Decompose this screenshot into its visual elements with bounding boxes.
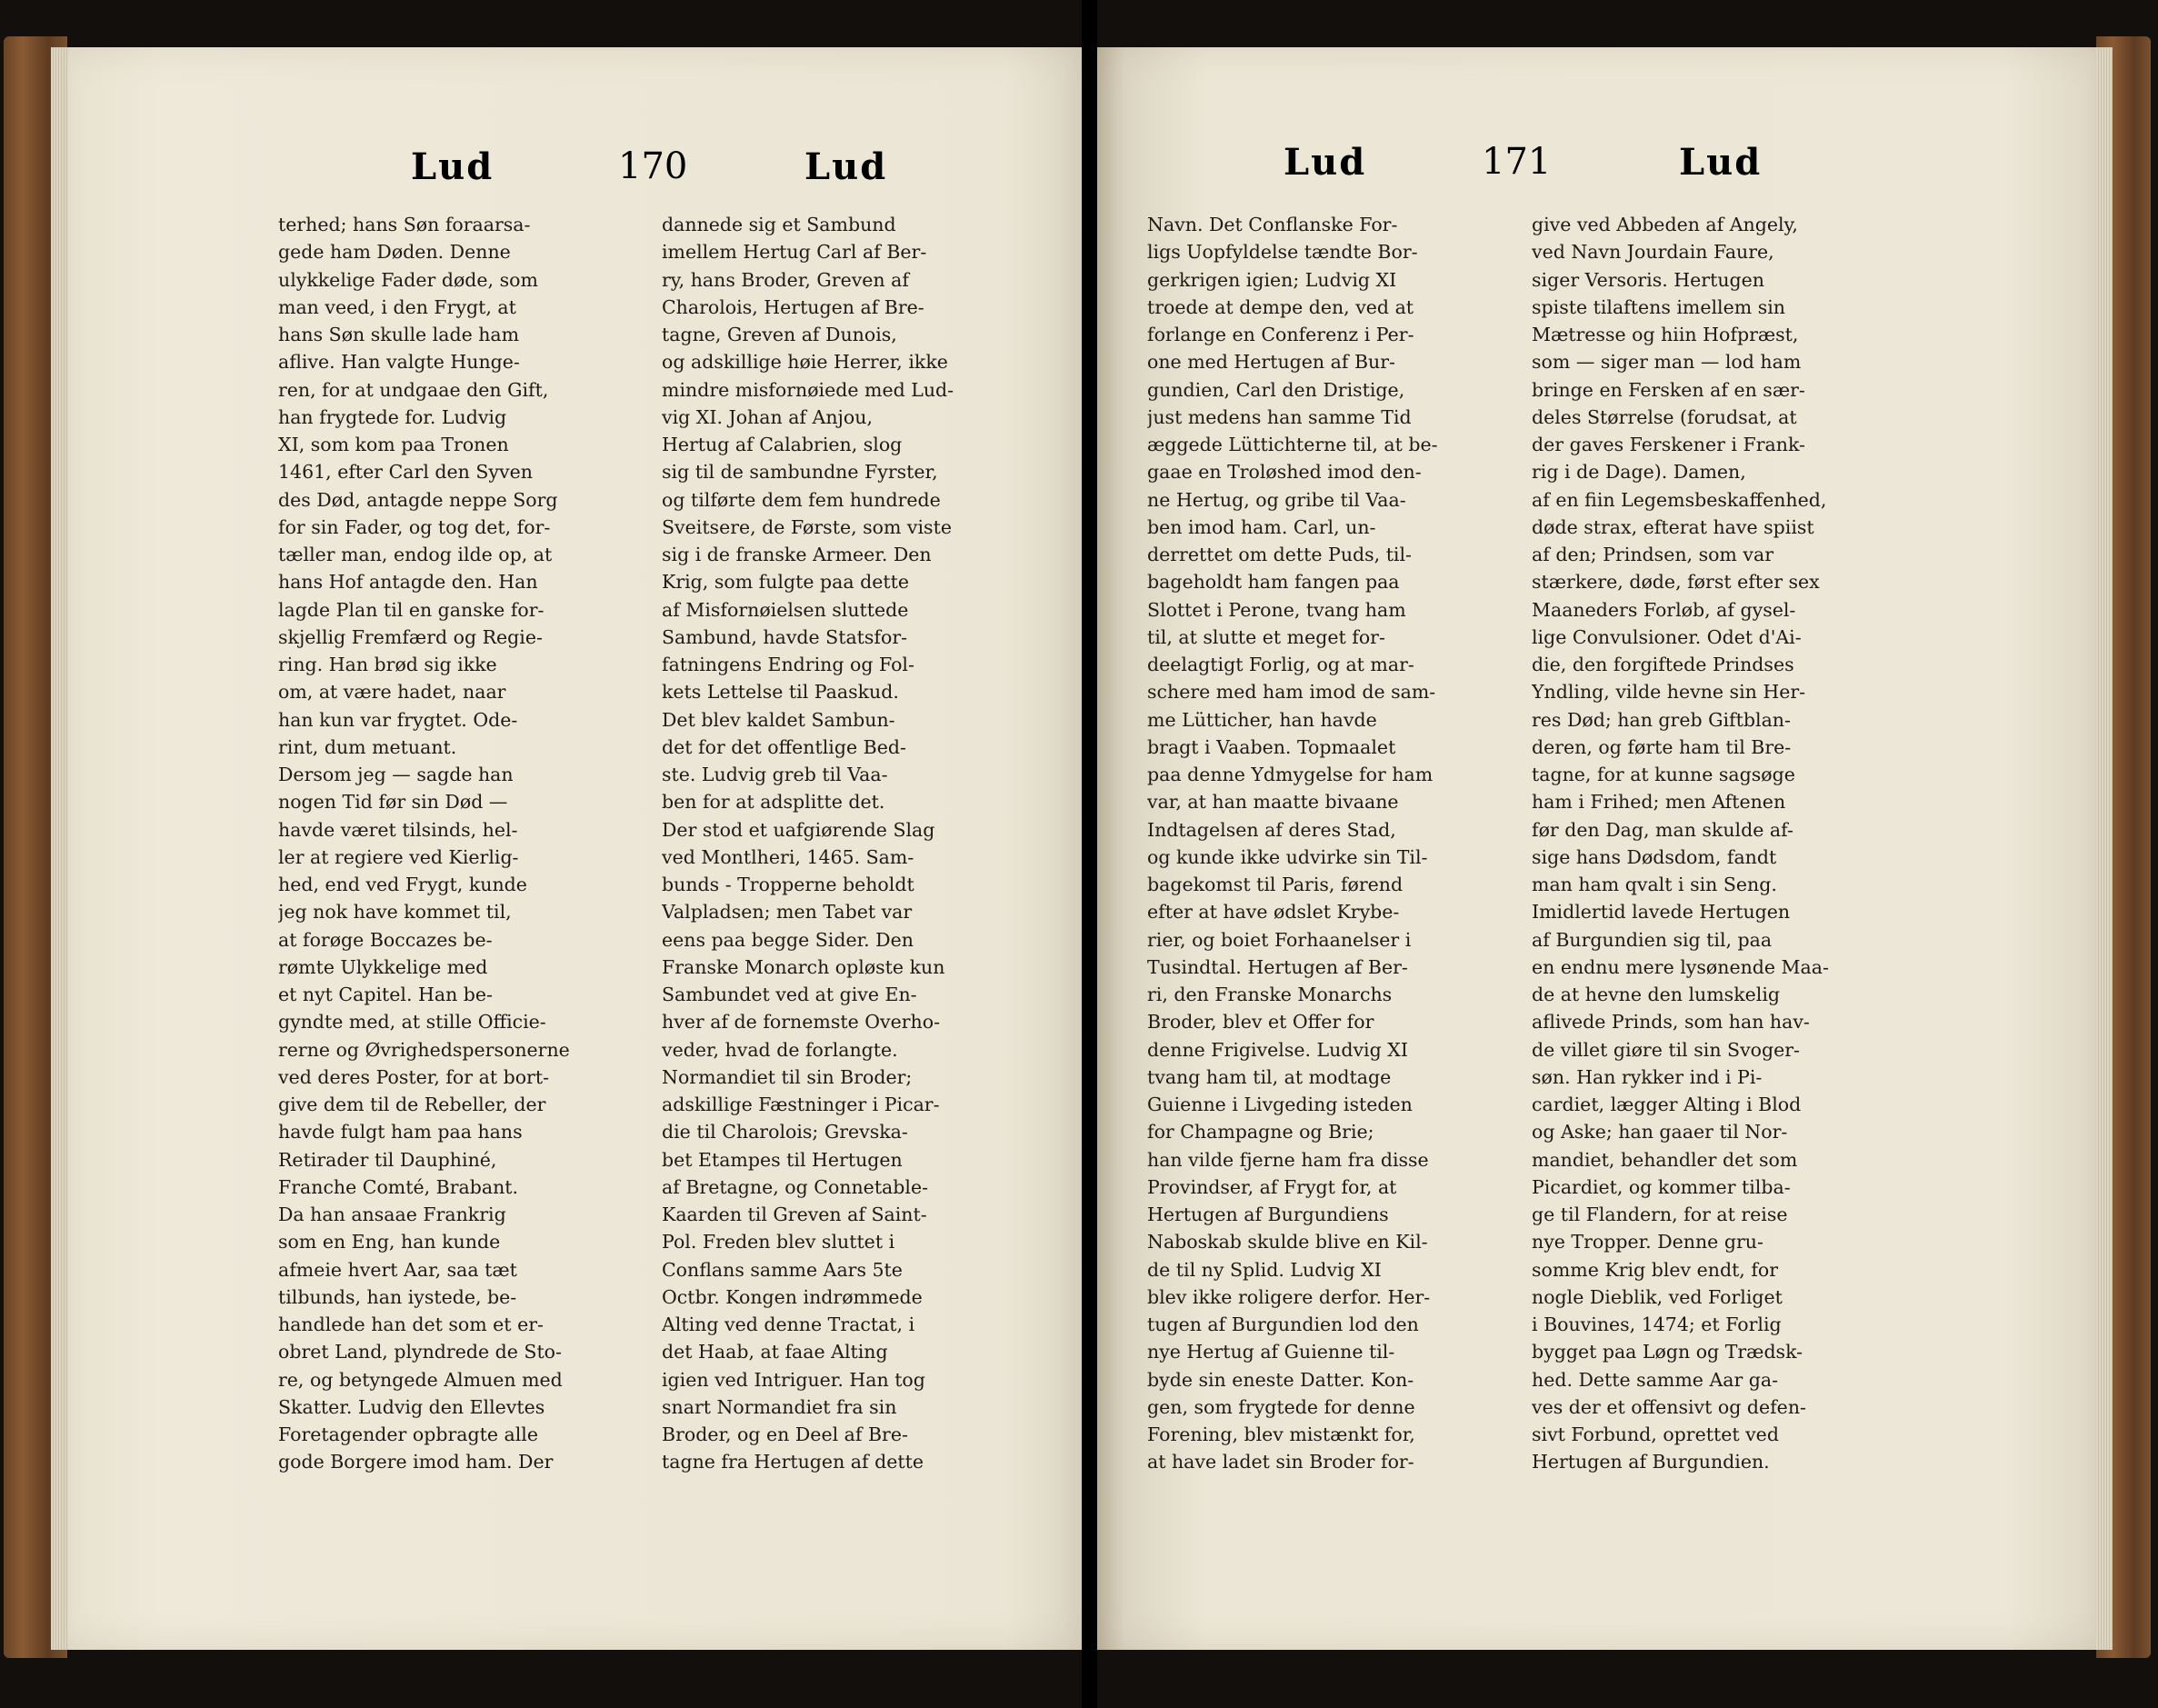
text-line: Yndling, vilde hevne sin Her- — [1532, 681, 1806, 704]
text-line: somme Krig blev endt, for — [1532, 1258, 1779, 1281]
text-line: rerne og Øvrighedspersonerne — [278, 1038, 570, 1061]
text-line: ri, den Franske Monarchs — [1147, 984, 1393, 1005]
text-line: siger Versoris. Hertugen — [1532, 268, 1764, 291]
text-line: havde været tilsinds, hel- — [278, 818, 518, 841]
text-line: nogen Tid før sin Død — — [278, 791, 508, 814]
text-line: Charolois, Hertugen af Bre- — [662, 295, 924, 318]
text-line: spiste tilaftens imellem sin — [1532, 295, 1785, 318]
text-line: tagne, Greven af Dunois, — [662, 324, 897, 345]
text-line: og adskillige høie Herrer, ikke — [662, 351, 948, 374]
text-line: Foretagender opbragte alle — [278, 1423, 538, 1445]
text-line: deles Størrelse (forudsat, at — [1532, 405, 1797, 428]
text-line: rømte Ulykkelige med — [278, 955, 488, 978]
right-page-edges — [2096, 47, 2113, 1650]
text-line: sige hans Dødsdom, fandt — [1532, 845, 1777, 868]
text-line: Der stod et uafgiørende Slag — [662, 818, 935, 841]
text-line: ved Montlheri, 1465. Sam- — [662, 845, 914, 868]
right-header-word-left: Lud — [1284, 141, 1367, 184]
text-line: gen, som frygtede for denne — [1147, 1395, 1415, 1418]
text-line: snart Normandiet fra sin — [662, 1395, 897, 1418]
text-line: for Champagne og Brie; — [1147, 1121, 1374, 1144]
text-line: dannede sig et Sambund — [662, 214, 896, 235]
text-line: Skatter. Ludvig den Ellevtes — [278, 1395, 545, 1418]
text-line: Det blev kaldet Sambun- — [662, 708, 895, 731]
text-line: og Aske; han gaaer til Nor- — [1532, 1121, 1788, 1144]
text-line: de at hevne den lumskelig — [1532, 984, 1780, 1005]
text-line: Provindser, af Frygt for, at — [1147, 1175, 1397, 1198]
text-line: res Død; han greb Giftblan- — [1532, 708, 1791, 731]
text-line: ved Navn Jourdain Faure, — [1532, 241, 1774, 264]
text-line: at forøge Boccazes be- — [278, 928, 493, 951]
text-line: som en Eng, han kunde — [278, 1231, 501, 1254]
text-line: ben imod ham. Carl, un- — [1147, 515, 1376, 538]
text-line: sivt Forbund, oprettet ved — [1532, 1423, 1779, 1445]
text-line: bet Etampes til Hertugen — [662, 1148, 903, 1171]
text-line: just medens han samme Tid — [1147, 405, 1412, 428]
text-line: deren, og førte ham til Bre- — [1532, 735, 1792, 758]
text-line: gyndte med, at stille Officie- — [278, 1011, 546, 1034]
text-line: bragt i Vaaben. Topmaalet — [1147, 735, 1396, 758]
text-line: tagne, for at kunne sagsøge — [1532, 764, 1795, 785]
text-line: ham i Frihed; men Aftenen — [1532, 791, 1786, 814]
text-line: var, at han maatte bivaane — [1147, 791, 1399, 814]
text-line: Mætresse og hiin Hofpræst, — [1532, 324, 1799, 345]
text-line: bageholdt ham fangen paa — [1147, 571, 1400, 594]
text-line: ste. Ludvig greb til Vaa- — [662, 764, 888, 785]
text-line: tæller man, endog ilde op, at — [278, 544, 553, 565]
right-column-2 — [1532, 211, 1877, 1476]
text-line: Hertug af Calabrien, slog — [662, 434, 903, 455]
text-line: om, at være hadet, naar — [278, 681, 506, 704]
text-line: af Bretagne, og Connetable- — [662, 1175, 929, 1198]
text-line: ren, for at undgaae den Gift, — [278, 378, 549, 401]
text-line: gede ham Døden. Denne — [278, 241, 511, 264]
text-line: og kunde ikke udvirke sin Til- — [1147, 845, 1428, 868]
text-line: ry, hans Broder, Greven af — [662, 268, 909, 291]
text-line: Indtagelsen af deres Stad, — [1147, 818, 1396, 841]
text-line: 1461, efter Carl den Syven — [278, 461, 533, 484]
text-line: blev ikke roligere derfor. Her- — [1147, 1285, 1431, 1308]
text-line: ler at regiere ved Kierlig- — [278, 845, 519, 868]
text-line: Octbr. Kongen indrømmede — [662, 1285, 923, 1308]
text-line: rier, og boiet Forhaanelser i — [1147, 928, 1412, 951]
text-line: Da han ansaae Frankrig — [278, 1204, 506, 1225]
text-line: nogle Dieblik, ved Forliget — [1532, 1285, 1783, 1308]
text-line: af Misfornøielsen sluttede — [662, 598, 909, 621]
text-line: tugen af Burgundien lod den — [1147, 1313, 1419, 1335]
text-line: ne Hertug, og gribe til Vaa- — [1147, 488, 1406, 511]
text-line: af Burgundien sig til, paa — [1532, 928, 1773, 951]
text-line: for sin Fader, og tog det, for- — [278, 515, 551, 538]
text-line: Valpladsen; men Tabet var — [662, 901, 913, 924]
left-page-edges — [51, 47, 67, 1650]
text-line: sig til de sambundne Fyrster, — [662, 461, 938, 484]
text-line: ligs Uopfyldelse tændte Bor- — [1147, 241, 1418, 264]
text-line: det Haab, at faae Alting — [662, 1341, 888, 1363]
text-line: Conflans samme Aars 5te — [662, 1258, 903, 1281]
text-line: XI, som kom paa Tronen — [278, 434, 509, 455]
text-line: døde strax, efterat have spiist — [1532, 515, 1814, 538]
text-line: bagekomst til Paris, førend — [1147, 874, 1404, 895]
text-line: imellem Hertug Carl af Ber- — [662, 241, 927, 264]
text-line: et nyt Capitel. Han be- — [278, 984, 493, 1005]
text-line: ben for at adsplitte det. — [662, 791, 885, 814]
text-line: jeg nok have kommet til, — [278, 901, 512, 924]
left-header-word-left: Lud — [411, 145, 495, 188]
text-line: fatningens Endring og Fol- — [662, 654, 914, 675]
text-line: Sveitsere, de Første, som viste — [662, 515, 952, 538]
text-line: af den; Prindsen, som var — [1532, 544, 1773, 565]
text-line: hed, end ved Frygt, kunde — [278, 874, 527, 895]
left-header-word-right: Lud — [804, 145, 888, 188]
text-line: bygget paa Løgn og Trædsk- — [1532, 1341, 1803, 1363]
right-page-number: 171 — [1482, 141, 1552, 183]
text-line: gerkrigen igien; Ludvig XI — [1147, 268, 1397, 291]
text-line: obret Land, plyndrede de Sto- — [278, 1341, 562, 1363]
text-line: Normandiet til sin Broder; — [662, 1065, 913, 1088]
text-line: man ham qvalt i sin Seng. — [1532, 874, 1777, 895]
text-line: og tilførte dem fem hundrede — [662, 488, 941, 511]
text-line: af en fiin Legemsbeskaffenhed, — [1532, 488, 1827, 511]
text-line: de villet giøre til sin Svoger- — [1532, 1038, 1800, 1061]
text-line: gundien, Carl den Dristige, — [1147, 378, 1405, 401]
text-line: en endnu mere lysønende Maa- — [1532, 955, 1829, 978]
text-line: gaae en Troløshed imod den- — [1147, 461, 1422, 484]
text-line: Broder, og en Deel af Bre- — [662, 1423, 908, 1445]
text-line: handlede han det som et er- — [278, 1313, 544, 1335]
text-line: bringe en Fersken af en sær- — [1532, 378, 1805, 401]
left-column-1 — [278, 211, 624, 1476]
left-column-2 — [662, 211, 1004, 1476]
text-line: give dem til de Rebeller, der — [278, 1094, 546, 1115]
text-line: hed. Dette samme Aar ga- — [1532, 1368, 1779, 1391]
text-line: Franche Comté, Brabant. — [278, 1175, 519, 1198]
text-line: han kun var frygtet. Ode- — [278, 708, 518, 731]
right-page-photo — [1097, 0, 2158, 1708]
text-line: Hertugen af Burgundien. — [1532, 1451, 1770, 1473]
text-line: cardiet, lægger Alting i Blod — [1532, 1094, 1802, 1115]
text-line: han vilde fjerne ham fra disse — [1147, 1148, 1429, 1171]
text-line: paa denne Ydmygelse for ham — [1147, 764, 1434, 785]
text-line: Kaarden til Greven af Saint- — [662, 1204, 927, 1225]
text-line: Naboskab skulde blive en Kil- — [1147, 1231, 1428, 1254]
text-line: Guienne i Livgeding isteden — [1147, 1094, 1413, 1115]
text-line: han frygtede for. Ludvig — [278, 405, 507, 428]
text-line: ge til Flandern, for at reise — [1532, 1204, 1788, 1225]
text-line: efter at have ødslet Krybe- — [1147, 901, 1400, 924]
text-line: i Bouvines, 1474; et Forlig — [1532, 1313, 1782, 1335]
text-line: ulykkelige Fader døde, som — [278, 268, 538, 291]
text-line: byde sin eneste Datter. Kon- — [1147, 1368, 1414, 1391]
text-line: terhed; hans Søn foraarsa- — [278, 214, 531, 235]
text-line: die til Charolois; Grevska- — [662, 1121, 908, 1144]
text-line: re, og betyngede Almuen med — [278, 1368, 563, 1391]
text-line: tvang ham til, at modtage — [1147, 1065, 1392, 1088]
text-line: Slottet i Perone, tvang ham — [1147, 598, 1406, 621]
text-line: rig i de Dage). Damen, — [1532, 461, 1746, 484]
text-line: bunds - Tropperne beholdt — [662, 874, 914, 895]
text-line: Sambund, havde Statsfor- — [662, 625, 908, 648]
text-line: deelagtigt Forlig, og at mar- — [1147, 654, 1414, 675]
text-line: lige Convulsioner. Odet d'Ai- — [1532, 625, 1802, 648]
text-line: eens paa begge Sider. Den — [662, 928, 914, 951]
text-line: tagne fra Hertugen af dette — [662, 1451, 924, 1473]
text-line: nye Hertug af Guienne til- — [1147, 1341, 1395, 1363]
text-line: Broder, blev et Offer for — [1147, 1011, 1374, 1034]
text-line: hver af de fornemste Overho- — [662, 1011, 941, 1034]
text-line: til, at slutte et meget for- — [1147, 625, 1385, 648]
text-line: Navn. Det Conflanske For- — [1147, 214, 1398, 235]
text-line: denne Frigivelse. Ludvig XI — [1147, 1038, 1408, 1061]
text-line: Alting ved denne Tractat, i — [662, 1313, 915, 1335]
text-line: Maaneders Forløb, af gysel- — [1532, 598, 1796, 621]
text-line: Pol. Freden blev sluttet i — [662, 1231, 895, 1254]
text-line: søn. Han rykker ind i Pi- — [1532, 1065, 1763, 1088]
text-line: tilbunds, han iystede, be- — [278, 1285, 517, 1308]
text-line: ved deres Poster, for at bort- — [278, 1065, 550, 1088]
text-line: ring. Han brød sig ikke — [278, 654, 497, 675]
text-line: aflive. Han valgte Hunge- — [278, 351, 520, 374]
text-line: man veed, i den Frygt, at — [278, 295, 516, 318]
text-line: Retirader til Dauphiné, — [278, 1148, 497, 1171]
text-line: derrettet om dette Puds, til- — [1147, 544, 1412, 565]
text-line: ves der et offensivt og defen- — [1532, 1395, 1806, 1418]
text-line: stærkere, døde, først efter sex — [1532, 571, 1820, 594]
text-line: at have ladet sin Broder for- — [1147, 1451, 1414, 1473]
left-page-number: 170 — [618, 145, 688, 187]
text-line: nye Tropper. Denne gru- — [1532, 1231, 1763, 1254]
text-line: det for det offentlige Bed- — [662, 735, 906, 758]
text-line: Picardiet, og kommer tilba- — [1532, 1175, 1791, 1198]
text-line: som — siger man — lod ham — [1532, 351, 1802, 374]
text-line: die, den forgiftede Prindses — [1532, 654, 1794, 675]
text-line: Dersom jeg — sagde han — [278, 764, 514, 785]
right-column-1 — [1147, 211, 1495, 1476]
text-line: før den Dag, man skulde af- — [1532, 818, 1793, 841]
text-line: Hertugen af Burgundiens — [1147, 1204, 1389, 1225]
text-line: skjellig Fremfærd og Regie- — [278, 625, 543, 648]
text-line: hans Hof antagde den. Han — [278, 571, 538, 594]
text-line: der gaves Ferskener i Frank- — [1532, 434, 1805, 455]
text-line: afmeie hvert Aar, saa tæt — [278, 1258, 517, 1281]
text-line: troede at dempe den, ved at — [1147, 295, 1414, 318]
text-line: Sambundet ved at give En- — [662, 984, 917, 1005]
text-line: hans Søn skulle lade ham — [278, 324, 520, 345]
text-line: kets Lettelse til Paaskud. — [662, 681, 899, 704]
text-line: forlange en Conferenz i Per- — [1147, 324, 1414, 345]
text-line: Tusindtal. Hertugen af Ber- — [1147, 955, 1408, 978]
text-line: Franske Monarch opløste kun — [662, 955, 945, 978]
text-line: des Død, antagde neppe Sorg — [278, 488, 558, 511]
text-line: mandiet, behandler det som — [1532, 1148, 1798, 1171]
text-line: Imidlertid lavede Hertugen — [1532, 901, 1791, 924]
text-line: mindre misfornøiede med Lud- — [662, 378, 954, 401]
text-line: one med Hertugen af Bur- — [1147, 351, 1395, 374]
right-header-word-right: Lud — [1679, 141, 1763, 184]
text-line: give ved Abbeden af Angely, — [1532, 214, 1798, 235]
text-line: rint, dum metuant. — [278, 735, 457, 758]
text-line: de til ny Splid. Ludvig XI — [1147, 1258, 1382, 1281]
text-line: schere med ham imod de sam- — [1147, 681, 1436, 704]
text-line: æggede Lüttichterne til, at be- — [1147, 434, 1438, 455]
text-line: havde fulgt ham paa hans — [278, 1121, 523, 1144]
text-line: vig XI. Johan af Anjou, — [662, 405, 873, 428]
text-line: aflivede Prinds, som han hav- — [1532, 1011, 1810, 1034]
text-line: Forening, blev mistænkt for, — [1147, 1423, 1415, 1445]
text-line: me Lütticher, han havde — [1147, 708, 1377, 731]
text-line: gode Borgere imod ham. Der — [278, 1451, 554, 1473]
image-divider — [1082, 0, 1097, 1708]
text-line: veder, hvad de forlangte. — [662, 1038, 898, 1061]
text-line: lagde Plan til en ganske for- — [278, 598, 544, 621]
text-line: sig i de franske Armeer. Den — [662, 544, 932, 565]
text-line: Krig, som fulgte paa dette — [662, 571, 909, 594]
text-line: igien ved Intriguer. Han tog — [662, 1368, 925, 1391]
text-line: adskillige Fæstninger i Picar- — [662, 1094, 940, 1115]
